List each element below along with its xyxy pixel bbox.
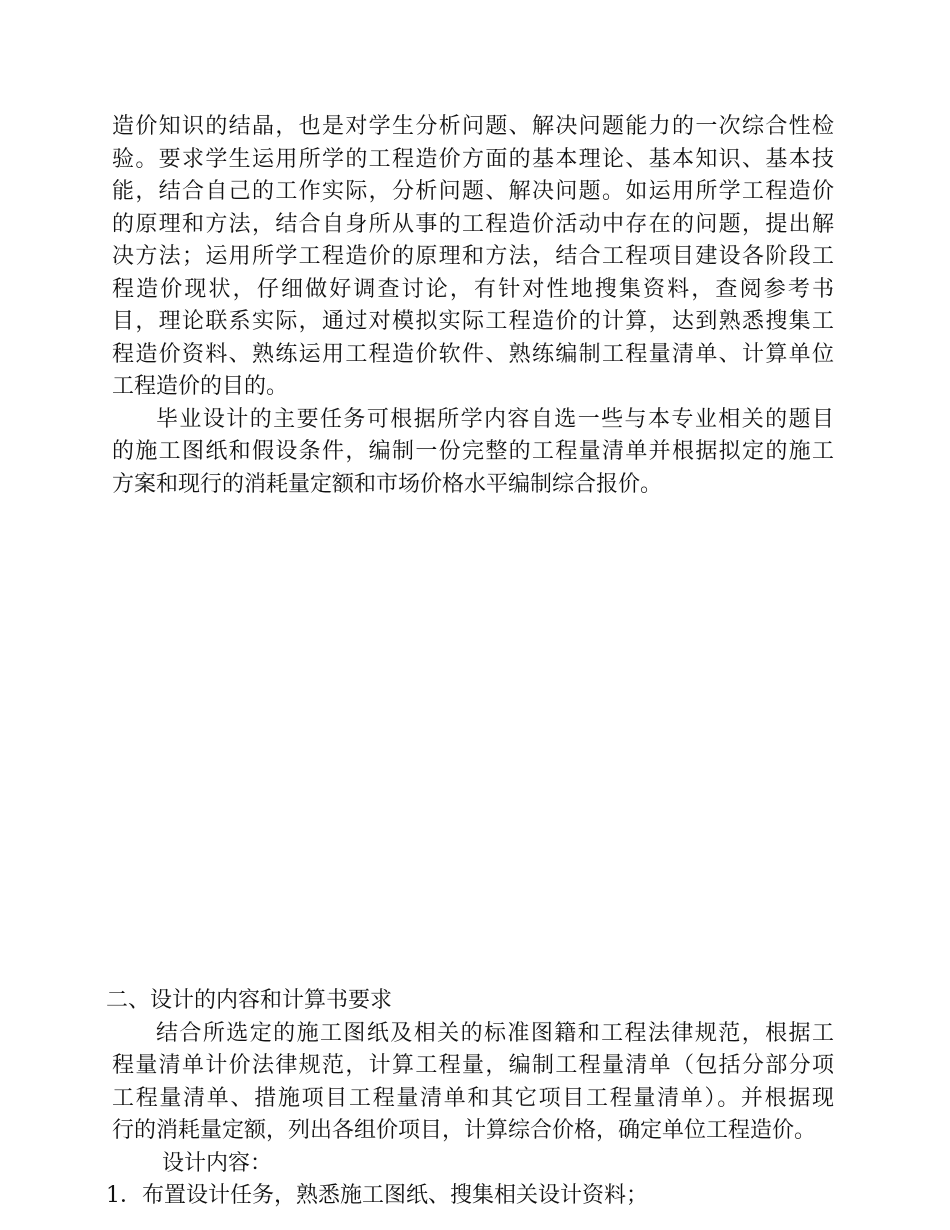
upper-text-block: [112, 111, 834, 501]
design-content-subheading: 设计内容：: [162, 1150, 273, 1176]
list-item: 1．布置设计任务，熟悉施工图纸、搜集相关设计资料；: [106, 1183, 648, 1208]
paragraph-line: 工程造价的目的。: [112, 374, 289, 399]
paragraph-line: 工程量清单、措施项目工程量清单和其它项目工程量清单）。并根据现: [112, 1085, 834, 1111]
paragraph-line: 方案和现行的消耗量定额和市场价格水平编制综合报价。: [112, 471, 663, 497]
intro-paragraph: [112, 111, 834, 404]
paragraph-line: 的原理和方法，结合自身所从事的工程造价活动中存在的问题，提出解: [112, 211, 834, 237]
section-heading: 二、设计的内容和计算书要求: [106, 988, 393, 1013]
paragraph-line: 验。要求学生运用所学的工程造价方面的基本理论、基本知识、基本技: [112, 146, 834, 172]
paragraph-line: 目，理论联系实际，通过对模拟实际工程造价的计算，达到熟悉搜集工: [112, 309, 834, 334]
paragraph-line: 能，结合自己的工作实际，分析问题、解决问题。如运用所学工程造价: [112, 179, 834, 204]
paragraph-line: 程造价现状，仔细做好调查讨论，有针对性地搜集资料，查阅参考书: [112, 276, 834, 302]
paragraph-line: 行的消耗量定额，列出各组价项目，计算综合价格，确定单位工程造价。: [112, 1118, 817, 1143]
paragraph-line: 的施工图纸和假设条件，编制一份完整的工程量清单并根据拟定的施工: [112, 439, 834, 464]
paragraph-line: 造价知识的结晶，也是对学生分析问题、解决问题能力的一次综合性检: [112, 114, 834, 139]
task-paragraph: [112, 404, 834, 502]
paragraph-line: 程造价资料、熟练运用工程造价软件、熟练编制工程量清单、计算单位: [112, 341, 834, 367]
lower-text-block: [106, 985, 834, 1213]
paragraph-line: 决方法；运用所学工程造价的原理和方法，结合工程项目建设各阶段工: [112, 244, 834, 269]
section-paragraph: [112, 1018, 834, 1148]
paragraph-line: 程量清单计价法律规范，计算工程量，编制工程量清单（包括分部分项: [112, 1053, 834, 1078]
paragraph-line: 毕业设计的主要任务可根据所学内容自选一些与本专业相关的题目: [156, 406, 834, 432]
paragraph-line: 结合所选定的施工图纸及相关的标准图籍和工程法律规范，根据工: [156, 1020, 834, 1046]
